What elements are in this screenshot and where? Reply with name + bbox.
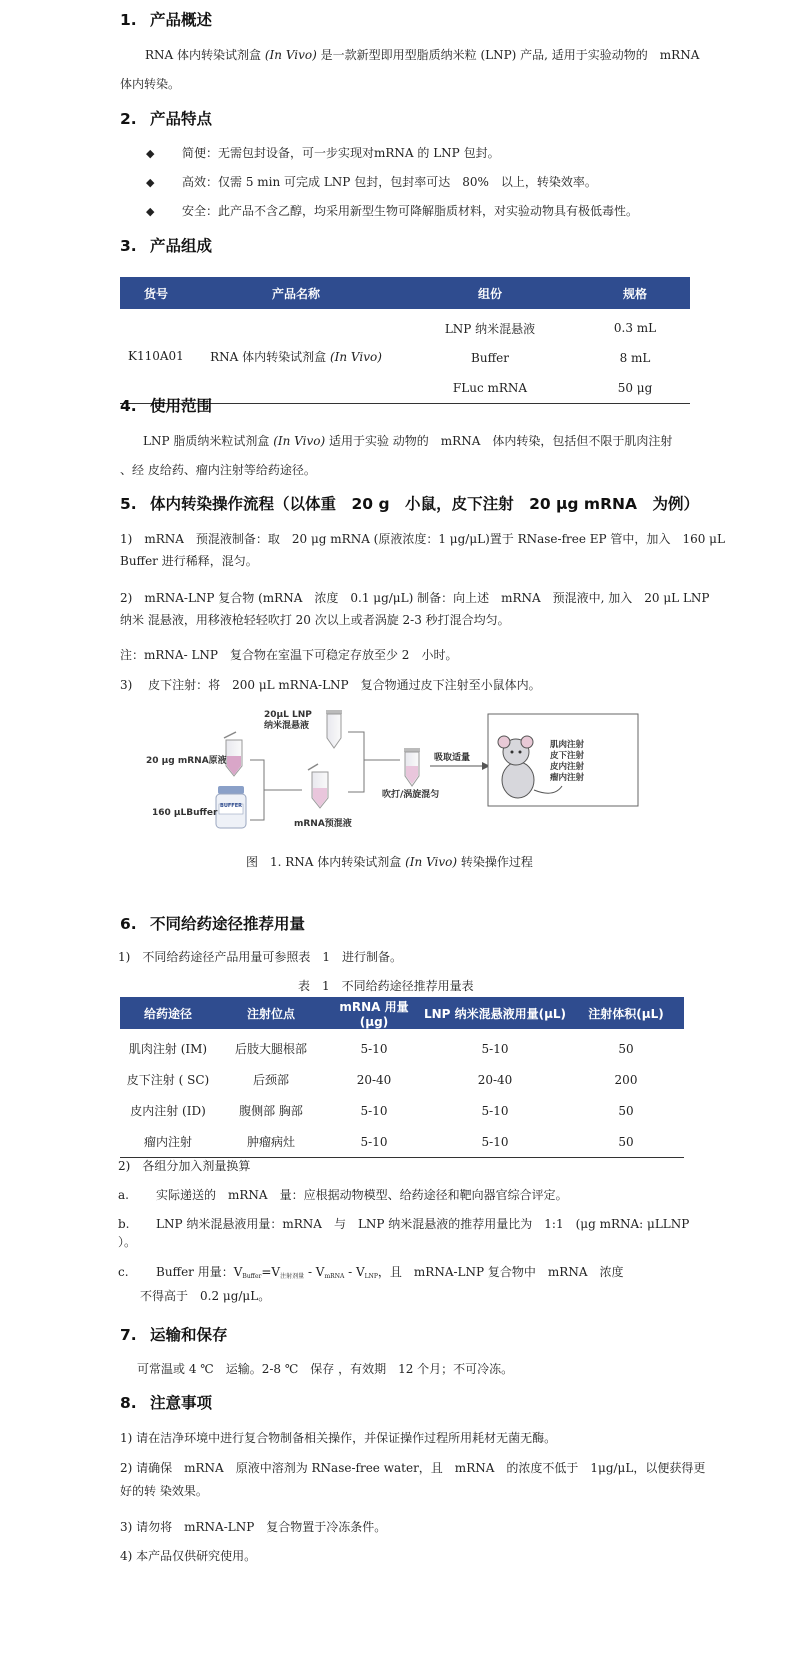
component-cell: Buffer	[471, 351, 509, 365]
section-7-heading	[120, 1323, 228, 1345]
table-header-row	[120, 997, 684, 1029]
product-composition-table	[120, 277, 690, 404]
caution-item: 3) 请勿将 mRNA-LNP 复合物置于冷冻条件。	[120, 1520, 387, 1534]
mrna-dose-cell: 5-10	[360, 1134, 388, 1149]
caution-item: 1) 请在洁净环境中进行复合物制备相关操作，并保证操作过程所用耗材无菌无酶。	[120, 1431, 557, 1445]
item-text: LNP 纳米混悬液用量：mRNA 与 LNP 纳米混悬液的推荐用量比为 1:1 (μg mRNA: μLLNP	[156, 1217, 690, 1231]
mrna-dose-cell: 5-10	[360, 1041, 388, 1056]
item-b-cont: ）。	[118, 1235, 137, 1249]
s6-subheading: 2) 各组分加入剂量换算	[118, 1159, 251, 1173]
table-row	[120, 1126, 684, 1158]
route-item: 皮内注射	[550, 762, 585, 772]
item-text: - V	[304, 1265, 325, 1279]
item-b	[118, 1215, 689, 1232]
table-title: 表 1 不同给药途径推荐用量表	[298, 979, 474, 993]
step-1-line2: Buffer 进行稀释，混匀。	[120, 554, 258, 568]
table-header-row	[120, 277, 690, 309]
text: LNP 脂质纳米粒试剂盒	[143, 434, 270, 448]
feature-text: 高效：仅需 5 min 可完成 LNP 包封，包封率可达 80% 以上，转染效率。	[182, 175, 597, 189]
site-cell: 后颈部	[252, 1073, 289, 1087]
caution-item: 4) 本产品仅供研究使用。	[120, 1549, 257, 1563]
note-text: 注：mRNA- LNP 复合物在室温下可稳定存放至少 2 小时。	[120, 648, 458, 662]
section-title: 产品特点	[150, 110, 213, 128]
feature-text: 安全：此产品不含乙醇，均采用新型生物可降解脂质材料，对实验动物具有极低毒性。	[182, 204, 639, 218]
route-cell: 皮内注射 (ID)	[130, 1104, 206, 1118]
component-cell: LNP 纳米混悬液	[444, 321, 536, 336]
volume-cell: 50	[618, 1103, 634, 1118]
route-item: 肌肉注射	[550, 740, 585, 750]
section-title: 体内转染操作流程（以体重 20 g 小鼠，皮下注射 20 μg mRNA 为例）	[150, 495, 699, 513]
section-number: 3.	[120, 237, 137, 255]
s1-paragraph-line1	[145, 46, 699, 63]
route-cell: 瘤内注射	[143, 1135, 192, 1149]
route-item: 瘤内注射	[550, 773, 585, 783]
volume-cell: 200	[614, 1072, 638, 1087]
product-code: K110A01	[128, 349, 184, 363]
column-header: 组份	[400, 277, 580, 309]
s7-paragraph: 可常温或 4 ℃ 运输。2-8 ℃ 保存 ，有效期 12 个月；不可冷冻。	[137, 1362, 514, 1376]
s4-paragraph-line2: 、经 皮给药、瘤内注射等给药途径。	[120, 463, 316, 477]
lnp-dose-cell: 20-40	[477, 1072, 513, 1087]
section-title: 不同给药途径推荐用量	[150, 915, 306, 933]
text: 转染操作过程	[460, 855, 533, 869]
feature-item	[146, 202, 638, 219]
step-1-line1: 1) mRNA 预混液制备：取 20 μg mRNA (原液浓度：1 μg/μL)置于 RNase-free EP 管中，加入 160 μL	[120, 532, 725, 546]
section-number: 4.	[120, 397, 137, 415]
step-2-line1: 2) mRNA-LNP 复合物 (mRNA 浓度 0.1 μg/μL) 制备：向上述 mRNA 预混液中, 加入 20 μL LNP	[120, 591, 710, 605]
premix-label: mRNA预混液	[294, 819, 352, 829]
text: 图 1. RNA 体内转染试剂盒	[246, 855, 402, 869]
site-cell: 肿瘤病灶	[246, 1135, 295, 1149]
s4-paragraph-line1	[143, 432, 672, 449]
feature-item	[146, 144, 500, 161]
column-header: 规格	[580, 277, 690, 309]
column-header: 货号	[120, 277, 192, 309]
route-list	[550, 740, 584, 784]
spec-cell: 0.3 mL	[613, 321, 657, 335]
item-marker: a.	[118, 1188, 129, 1202]
lnp-label	[264, 710, 312, 732]
item-text: 实际递送的 mRNA 量：应根据动物模型、给药途径和靶向器官综合评定。	[156, 1188, 568, 1202]
mrna-tube-icon	[224, 732, 242, 776]
section-2-heading	[120, 107, 212, 129]
italic-text: (In Vivo)	[264, 48, 317, 62]
italic-text: (In Vivo)	[329, 349, 382, 364]
transfection-diagram	[142, 700, 682, 845]
table-row	[120, 1095, 684, 1126]
volume-cell: 50	[618, 1041, 634, 1056]
mix-label: 吹打/涡旋混匀	[382, 790, 440, 800]
product-name	[192, 309, 400, 404]
section-3-heading	[120, 234, 212, 256]
premix-tube-icon	[308, 764, 328, 808]
lnp-dose-cell: 5-10	[481, 1103, 509, 1118]
item-c	[118, 1263, 624, 1280]
column-header: LNP 纳米混悬液用量(μL)	[422, 997, 568, 1029]
spec-cell: 8 mL	[619, 351, 651, 365]
italic-text: (In Vivo)	[405, 855, 458, 869]
section-5-heading	[120, 492, 699, 514]
item-a	[118, 1186, 568, 1203]
table-row	[120, 1029, 684, 1064]
s6-paragraph: 1) 不同给药途径产品用量可参照表 1 进行制备。	[118, 950, 402, 964]
diagram-drawing	[142, 700, 682, 845]
italic-text: (In Vivo)	[273, 434, 326, 448]
column-header: 产品名称	[192, 277, 400, 309]
buffer-label: 160 μLBuffer	[152, 808, 218, 818]
mrna-dose-cell: 5-10	[360, 1103, 388, 1118]
bullet-icon: ◆	[146, 176, 155, 189]
section-6-heading	[120, 912, 305, 934]
column-header: 给药途径	[120, 997, 216, 1029]
text: 20μL LNP	[264, 710, 312, 720]
item-text: =V	[261, 1265, 281, 1279]
route-item: 皮下注射	[550, 751, 585, 761]
lnp-dose-cell: 5-10	[481, 1134, 509, 1149]
mrna-dose-cell: 20-40	[356, 1072, 392, 1087]
item-marker: c.	[118, 1265, 129, 1279]
text: 适用于实验 动物的 mRNA 体内转染，包括但不限于肌肉注射	[328, 434, 673, 448]
section-title: 使用范围	[150, 397, 213, 415]
feature-item	[146, 173, 597, 190]
subscript: LNP	[364, 1273, 378, 1280]
subscript: Buffer	[242, 1273, 262, 1280]
step-2-line2: 纳米 混悬液，用移液枪轻轻吹打 20 次以上或者涡旋 2-3 秒打混合均匀。	[120, 613, 510, 627]
section-number: 5.	[120, 495, 137, 513]
text: RNA 体内转染试剂盒	[145, 48, 262, 62]
section-8-heading	[120, 1391, 212, 1413]
mrna-stock-label: 20 μg mRNA原液	[146, 756, 227, 766]
section-number: 1.	[120, 11, 137, 29]
section-title: 运输和保存	[150, 1326, 228, 1344]
step-3-text: 3) 皮下注射：将 200 μL mRNA-LNP 复合物通过皮下注射至小鼠体内。	[120, 678, 541, 692]
section-1-heading	[120, 8, 212, 30]
item-c-cont: 不得高于 0.2 μg/μL。	[140, 1289, 271, 1303]
table-row	[120, 1064, 684, 1095]
bullet-icon: ◆	[146, 205, 155, 218]
s1-paragraph-line2: 体内转染。	[120, 77, 181, 91]
spec-cell: 50 μg	[617, 381, 653, 395]
subscript: 注射剂量	[280, 1273, 305, 1280]
site-cell: 腹侧部 胸部	[239, 1104, 303, 1118]
route-cell: 肌肉注射 (IM)	[128, 1042, 208, 1056]
bullet-icon: ◆	[146, 147, 155, 160]
section-title: 产品概述	[150, 11, 213, 29]
mixed-tube-icon	[404, 748, 420, 786]
absorb-label: 吸取适量	[434, 753, 471, 763]
section-number: 8.	[120, 1394, 137, 1412]
subscript: mRNA	[324, 1273, 345, 1280]
item-text: Buffer 用量：V	[156, 1265, 243, 1279]
caution-item: 2) 请确保 mRNA 原液中溶剂为 RNase-free water，且 mRNA 的浓度不低于 1μg/μL，以便获得更	[120, 1461, 706, 1475]
section-title: 注意事项	[150, 1394, 213, 1412]
route-cell: 皮下注射 ( SC)	[126, 1073, 210, 1087]
lnp-dose-cell: 5-10	[481, 1041, 509, 1056]
section-number: 7.	[120, 1326, 137, 1344]
section-number: 6.	[120, 915, 137, 933]
volume-cell: 50	[618, 1134, 634, 1149]
section-4-heading	[120, 394, 212, 416]
text: 纳米混悬液	[264, 721, 310, 731]
column-header: mRNA 用量(μg)	[326, 997, 422, 1029]
section-title: 产品组成	[150, 237, 213, 255]
site-cell: 后肢大腿根部	[234, 1042, 307, 1056]
caution-item-cont: 好的转 染效果。	[120, 1484, 208, 1498]
feature-text: 简便：无需包封设备，可一步实现对mRNA 的 LNP 包封。	[182, 146, 500, 160]
column-header: 注射体积(μL)	[568, 997, 684, 1029]
bottle-label: BUFFER	[220, 803, 242, 809]
item-text: - V	[344, 1265, 365, 1279]
figure-caption	[246, 853, 533, 870]
table-row	[120, 309, 690, 343]
text: RNA 体内转染试剂盒	[210, 349, 327, 364]
dosage-table	[120, 997, 684, 1158]
component-cell: FLuc mRNA	[452, 381, 528, 395]
lnp-tube-icon	[326, 710, 342, 748]
section-number: 2.	[120, 110, 137, 128]
item-marker: b.	[118, 1217, 130, 1231]
text: 是一款新型即用型脂质纳米粒 (LNP) 产品, 适用于实验动物的 mRNA	[320, 48, 700, 62]
column-header: 注射位点	[216, 997, 326, 1029]
item-text: ，且 mRNA-LNP 复合物中 mRNA 浓度	[377, 1265, 624, 1279]
